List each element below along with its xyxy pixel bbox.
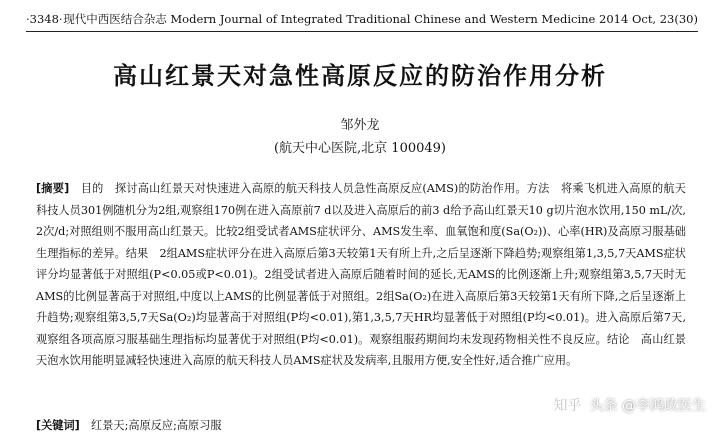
abstract-label: [摘要]	[36, 182, 70, 195]
article-title: 高山红景天对急性高原反应的防治作用分析	[113, 62, 607, 90]
abstract	[36, 178, 686, 372]
keywords	[36, 417, 636, 435]
author-affiliation: (航天中心医院,北京 100049)	[273, 141, 447, 156]
watermark-text: 头条 @李鸿政医生	[589, 398, 706, 414]
page-number: ·3348·	[26, 12, 63, 26]
header-rule	[26, 31, 698, 32]
keywords-list: 红景天;高原反应;高原习服	[91, 419, 222, 432]
abstract-body: 目的 探讨高山红景天对快速进入高原的航天科技人员急性高原反应(AMS)的防治作用。方法 将乘飞机进入高原的航天科技人员301例随机分为2组,观察组170例在进入高原前7 d以及进入高原后的前3 d给予高山红景天10 g切片泡水饮用,150 mL/次,2次/d;对照组则不服用高山红景天。比较2组受试者AMS症状评分、AMS发生率、血氧饱和度(Sa(O₂))、心率(HR)及高原习服基础生理指标的差异。结果 2组AMS症状评分在进入高原后第3天较第1天有所上升,之后呈逐渐下降趋势;观察组第1,3,5,7天AMS症状评分均显著低于对照组(P<0.05或P<0.01)。2组受试者进入高原后随着时间的延长,无AMS的比例逐渐上升;观察组第3,5,7天时无AMS的比例显著高于对照组,中度以上AMS的比例显著低于对照组。2组Sa(O₂)在进入高原后第3天较第1天有所下降,之后呈逐渐上升趋势;观察组第3,5,7天Sa(O₂)均显著高于对照组(P均<0.01),第1,3,5,7天HR均显著低于对照组(P均<0.01)。进入高原后第7天,观察组各项高原习服基础生理指标均显著优于对照组(P均<0.01)。观察组服药期间均未发现药物相关性不良反应。结论 高山红景天泡水饮用能明显减轻快速进入高原的航天科技人员AMS症状及发病率,且服用方便,安全性好,适合推广应用。	[36, 182, 686, 367]
watermark	[554, 394, 706, 418]
journal-citation: 现代中西医结合杂志 Modern Journal of Integrated Traditional Chinese and Western Medicine 2014 Oct, 23(30)	[63, 12, 698, 26]
author-name: 邹外龙	[340, 118, 380, 133]
watermark-faint-text: 知乎	[553, 398, 582, 414]
running-header	[26, 10, 698, 30]
keywords-label: [关键词]	[36, 419, 80, 432]
